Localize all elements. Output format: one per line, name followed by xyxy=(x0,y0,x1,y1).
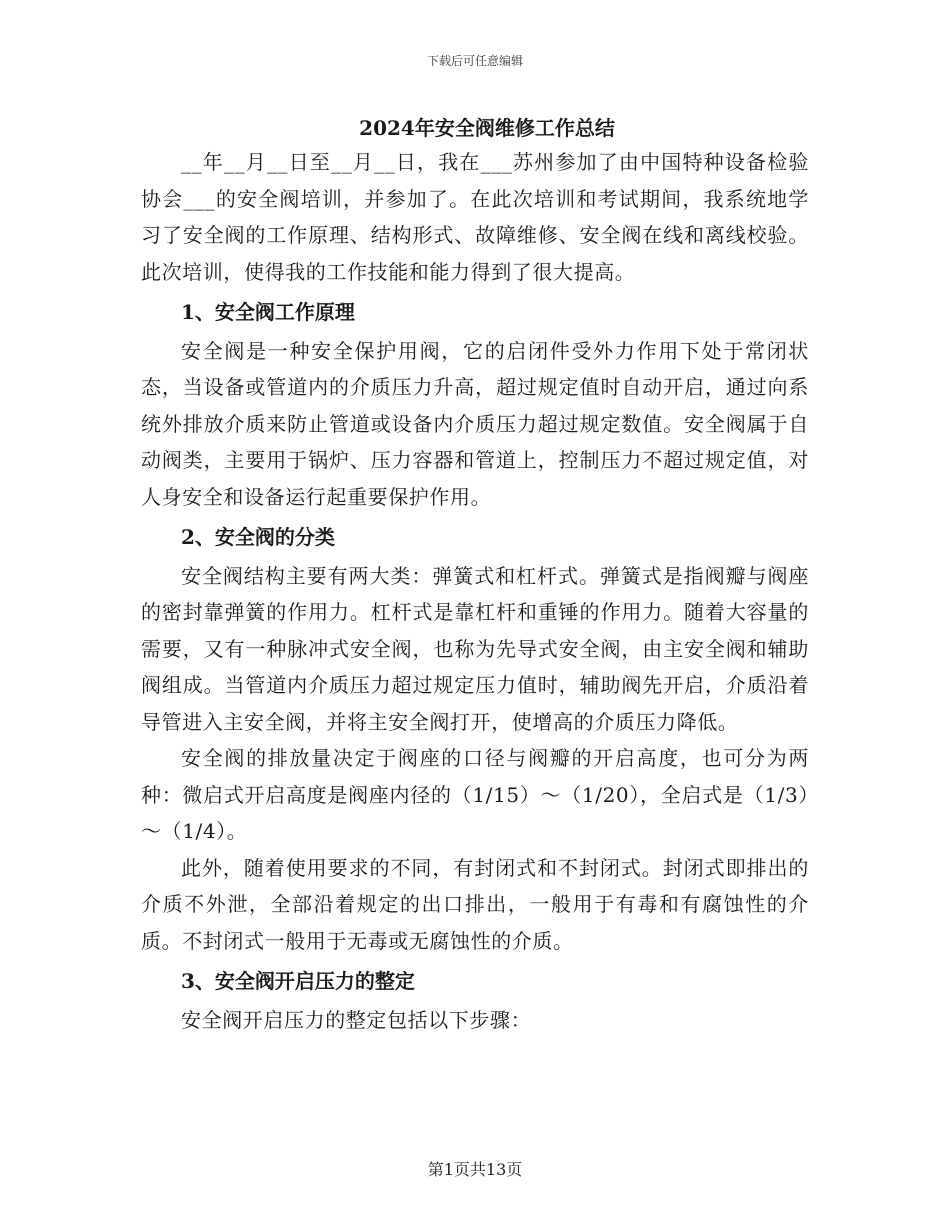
section-heading-2: 2、安全阀的分类 xyxy=(181,525,335,549)
section1-paragraph-1: 安全阀是一种安全保护用阀，它的启闭件受外力作用下处于常闭状态，当设备或管道内的介质压力升高，超过规定值时自动开启，通过向系统外排放介质来防止管道或设备内介质压力超过规定数值。安全阀属于自动阀类，主要用于锅炉、压力容器和管道上，控制压力不超过规定值，对人身安全和设备运行起重要保护作用。 xyxy=(141,338,809,509)
page-footer-number: 第1页共13页 xyxy=(427,1160,523,1179)
document-body xyxy=(141,112,809,1038)
page-header-note: 下载后可任意编辑 xyxy=(426,54,523,68)
section-heading-1: 1、安全阀工作原理 xyxy=(181,300,355,324)
section-heading-3: 3、安全阀开启压力的整定 xyxy=(181,969,415,993)
intro-paragraph: __年__月__日至__月__日，我在___苏州参加了由中国特种设备检验协会___的安全阀培训，并参加了。在此次培训和考试期间，我系统地学习了安全阀的工作原理、结构形式、故障维修、安全阀在线和离线校验。此次培训，使得我的工作技能和能力得到了很大提高。 xyxy=(141,150,809,284)
section3-paragraph-1: 安全阀开启压力的整定包括以下步骤： xyxy=(181,1007,532,1032)
document-title: 2024年安全阀维修工作总结 xyxy=(359,116,615,140)
section2-paragraph-2: 安全阀的排放量决定于阀座的口径与阀瓣的开启高度，也可分为两种：微启式开启高度是阀座内径的（1/15）～（1/20），全启式是（1/3）～（1/4）。 xyxy=(141,746,809,843)
section2-paragraph-3: 此外，随着使用要求的不同，有封闭式和不封闭式。封闭式即排出的介质不外泄，全部沿着规定的出口排出，一般用于有毒和有腐蚀性的介质。不封闭式一般用于无毒或无腐蚀性的介质。 xyxy=(141,855,809,953)
section2-paragraph-1: 安全阀结构主要有两大类：弹簧式和杠杆式。弹簧式是指阀瓣与阀座的密封靠弹簧的作用力。杠杆式是靠杠杆和重锤的作用力。随着大容量的需要，又有一种脉冲式安全阀，也称为先导式安全阀，由主安全阀和辅助阀组成。当管道内介质压力超过规定压力值时，辅助阀先开启，介质沿着导管进入主安全阀，并将主安全阀打开，使增高的介质压力降低。 xyxy=(141,563,809,734)
